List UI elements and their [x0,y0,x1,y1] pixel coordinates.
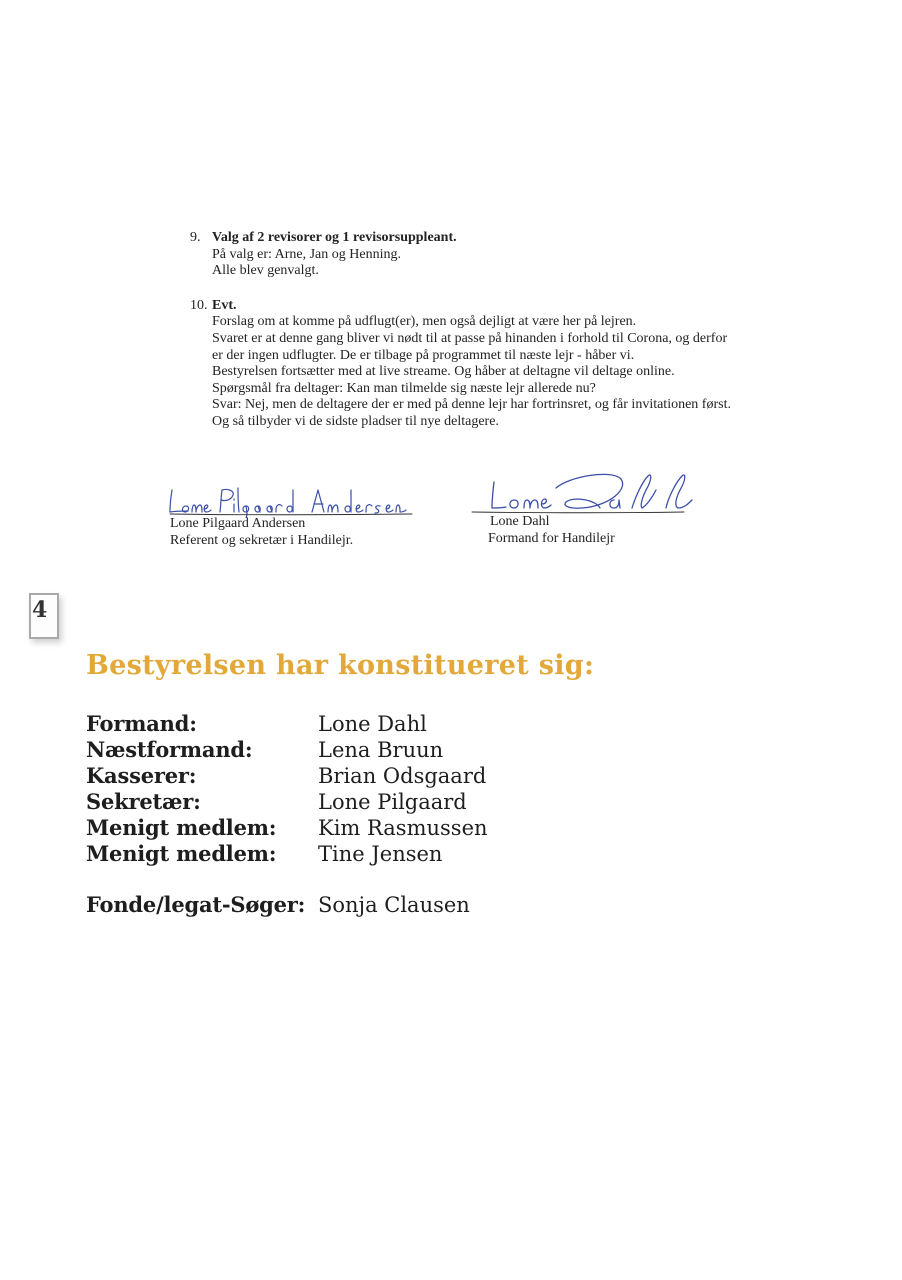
agenda-item-line: På valg er: Arne, Jan og Henning. [212,246,401,262]
board-role: Sekretær: [86,789,201,814]
board-member-name: Lone Pilgaard [318,790,467,814]
board-member-name: Sonja Clausen [318,893,470,917]
board-role: Menigt medlem: [86,815,277,840]
agenda-item-line: Forslag om at komme på udflugt(er), men også dejligt at være her på lejren. [212,314,637,330]
board-member-row [86,763,686,789]
agenda-item-9 [190,230,790,280]
board-role: Kasserer: [86,763,197,788]
agenda-item-title: Valg af 2 revisorer og 1 revisorsuppleant. [212,230,457,245]
board-member-row [86,737,686,763]
board-heading: Bestyrelsen har konstitueret sig: [86,650,595,681]
board-member-row [86,789,686,815]
handwritten-signature-chair [470,468,700,516]
agenda-item-line: Og så tilbyder vi de sidste pladser til nye deltagere. [212,413,499,429]
signature-block-secretary [166,484,436,549]
board-member-name: Kim Rasmussen [318,816,488,840]
board-extra-row [86,892,686,918]
handwritten-signature-secretary [166,484,416,518]
board-members-list [86,711,686,918]
board-member-row [86,711,686,737]
board-member-row [86,841,686,867]
agenda-item-line: Spørgsmål fra deltager: Kan man tilmelde sig næste lejr allerede nu? [212,380,596,396]
signatory-role: Referent og sekretær i Handilejr. [170,532,354,548]
page-number: 4 [32,597,48,623]
board-role: Menigt medlem: [86,841,277,866]
board-role: Fonde/legat-Søger: [86,892,306,917]
agenda-item-line: Alle blev genvalgt. [212,263,319,279]
board-member-name: Tine Jensen [318,842,443,866]
board-member-name: Brian Odsgaard [318,764,487,788]
signatory-name: Lone Pilgaard Andersen [170,516,306,531]
minutes-section [190,230,790,431]
agenda-item-title: Evt. [212,297,237,313]
signatory-name: Lone Dahl [490,514,550,529]
agenda-item-number: 10. [190,297,208,313]
board-member-name: Lone Dahl [318,712,427,736]
agenda-item-line: Svar: Nej, men de deltagere der er med på denne lejr har fortrinsret, og får invitationen først. [212,397,731,413]
page-number-box [29,593,59,639]
board-member-name: Lena Bruun [318,738,444,762]
agenda-item-line: Bestyrelsen fortsætter med at live streame. Og håber at deltagne vil deltage online. [212,364,675,380]
agenda-item-line: Svaret er at denne gang bliver vi nødt til at passe på hinanden i forhold til Corona, og derfor [212,330,728,346]
signatory-role: Formand for Handilejr [488,530,615,546]
board-role: Formand: [86,711,197,736]
board-member-row [86,815,686,841]
signature-block-chair [470,468,710,547]
agenda-item-10 [190,298,790,431]
agenda-item-number: 9. [190,230,201,245]
board-role: Næstformand: [86,737,253,762]
agenda-item-line: er der ingen udflugter. De er tilbage på programmet til næste lejr - håber vi. [212,347,635,363]
